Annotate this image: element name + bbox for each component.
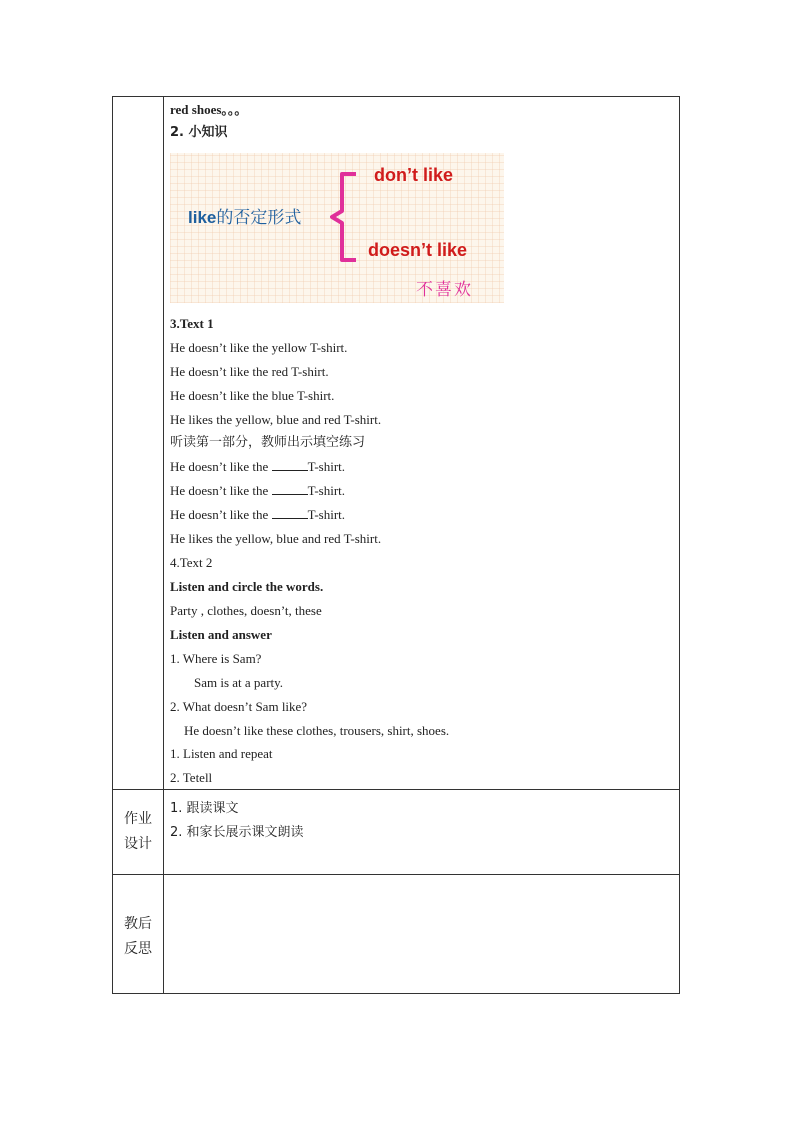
fill-blank-line [170,507,345,523]
figure-like-label [188,203,301,228]
text1-line: He doesn’t like the blue T-shirt. [170,388,335,403]
fill-blank-line [170,459,345,475]
homework-label-line1: 作业 [124,811,152,827]
homework-item-2: 2. 和家长展示课文朗读 [170,825,304,840]
lesson-plan-table [112,96,680,994]
homework-item-1: 1. 跟读课文 [170,801,239,816]
fill-suffix: T-shirt. [307,507,346,522]
answer-blank[interactable] [272,459,308,471]
heading-tip: 2. 小知识 [170,125,228,140]
fill-prefix: He doesn’t like the [170,483,272,498]
question-1: 1. Where is Sam? [170,651,262,666]
homework-label [113,807,163,857]
reflection-label [113,912,163,962]
fill-blank-line [170,483,345,499]
heading-text2: 4.Text 2 [170,555,213,570]
question-2: 2. What doesn’t Sam like? [170,699,308,714]
brace-icon [330,171,360,263]
listen-answer-heading: Listen and answer [170,627,272,642]
text1-line: He doesn’t like the yellow T-shirt. [170,340,348,355]
text1-instruction: 听读第一部分，教师出示填空练习 [170,435,366,450]
answer-1: Sam is at a party. [194,675,284,690]
line-red-shoes: red shoes。。。 [170,102,248,117]
figure-like-negation: 的否定形式 [216,208,302,228]
circle-words: Party , clothes, doesn’t, these [170,603,322,618]
homework-label-line2: 设计 [124,836,152,852]
figure-doesnt-like: doesn’t like [368,240,468,260]
answer-blank[interactable] [272,507,308,519]
figure-meaning: 不喜欢 [416,280,473,300]
fill-prefix: He doesn’t like the [170,459,272,474]
column-divider [163,97,164,993]
step-1: 1. Listen and repeat [170,746,273,761]
step-2: 2. Tetell [170,770,213,785]
heading-text1: 3.Text 1 [170,316,214,331]
figure-dont-like: don’t like [374,165,454,185]
figure-like-word: like [188,208,217,227]
reflection-label-line1: 教后 [124,916,152,932]
fill-suffix: T-shirt. [307,459,346,474]
fill-prefix: He doesn’t like the [170,507,272,522]
reflection-content-area[interactable] [164,875,679,993]
fill-suffix: T-shirt. [307,483,346,498]
listen-circle-heading: Listen and circle the words. [170,579,324,594]
answer-2: He doesn’t like these clothes, trousers, shirt, shoes. [184,723,450,738]
reflection-label-line2: 反思 [124,941,152,957]
row-divider-homework [113,789,679,790]
text1-line: He doesn’t like the red T-shirt. [170,364,329,379]
answer-blank[interactable] [272,483,308,495]
text1-line: He likes the yellow, blue and red T-shirt. [170,412,382,427]
like-negation-figure [170,153,504,303]
fill-last-line: He likes the yellow, blue and red T-shirt. [170,531,382,546]
